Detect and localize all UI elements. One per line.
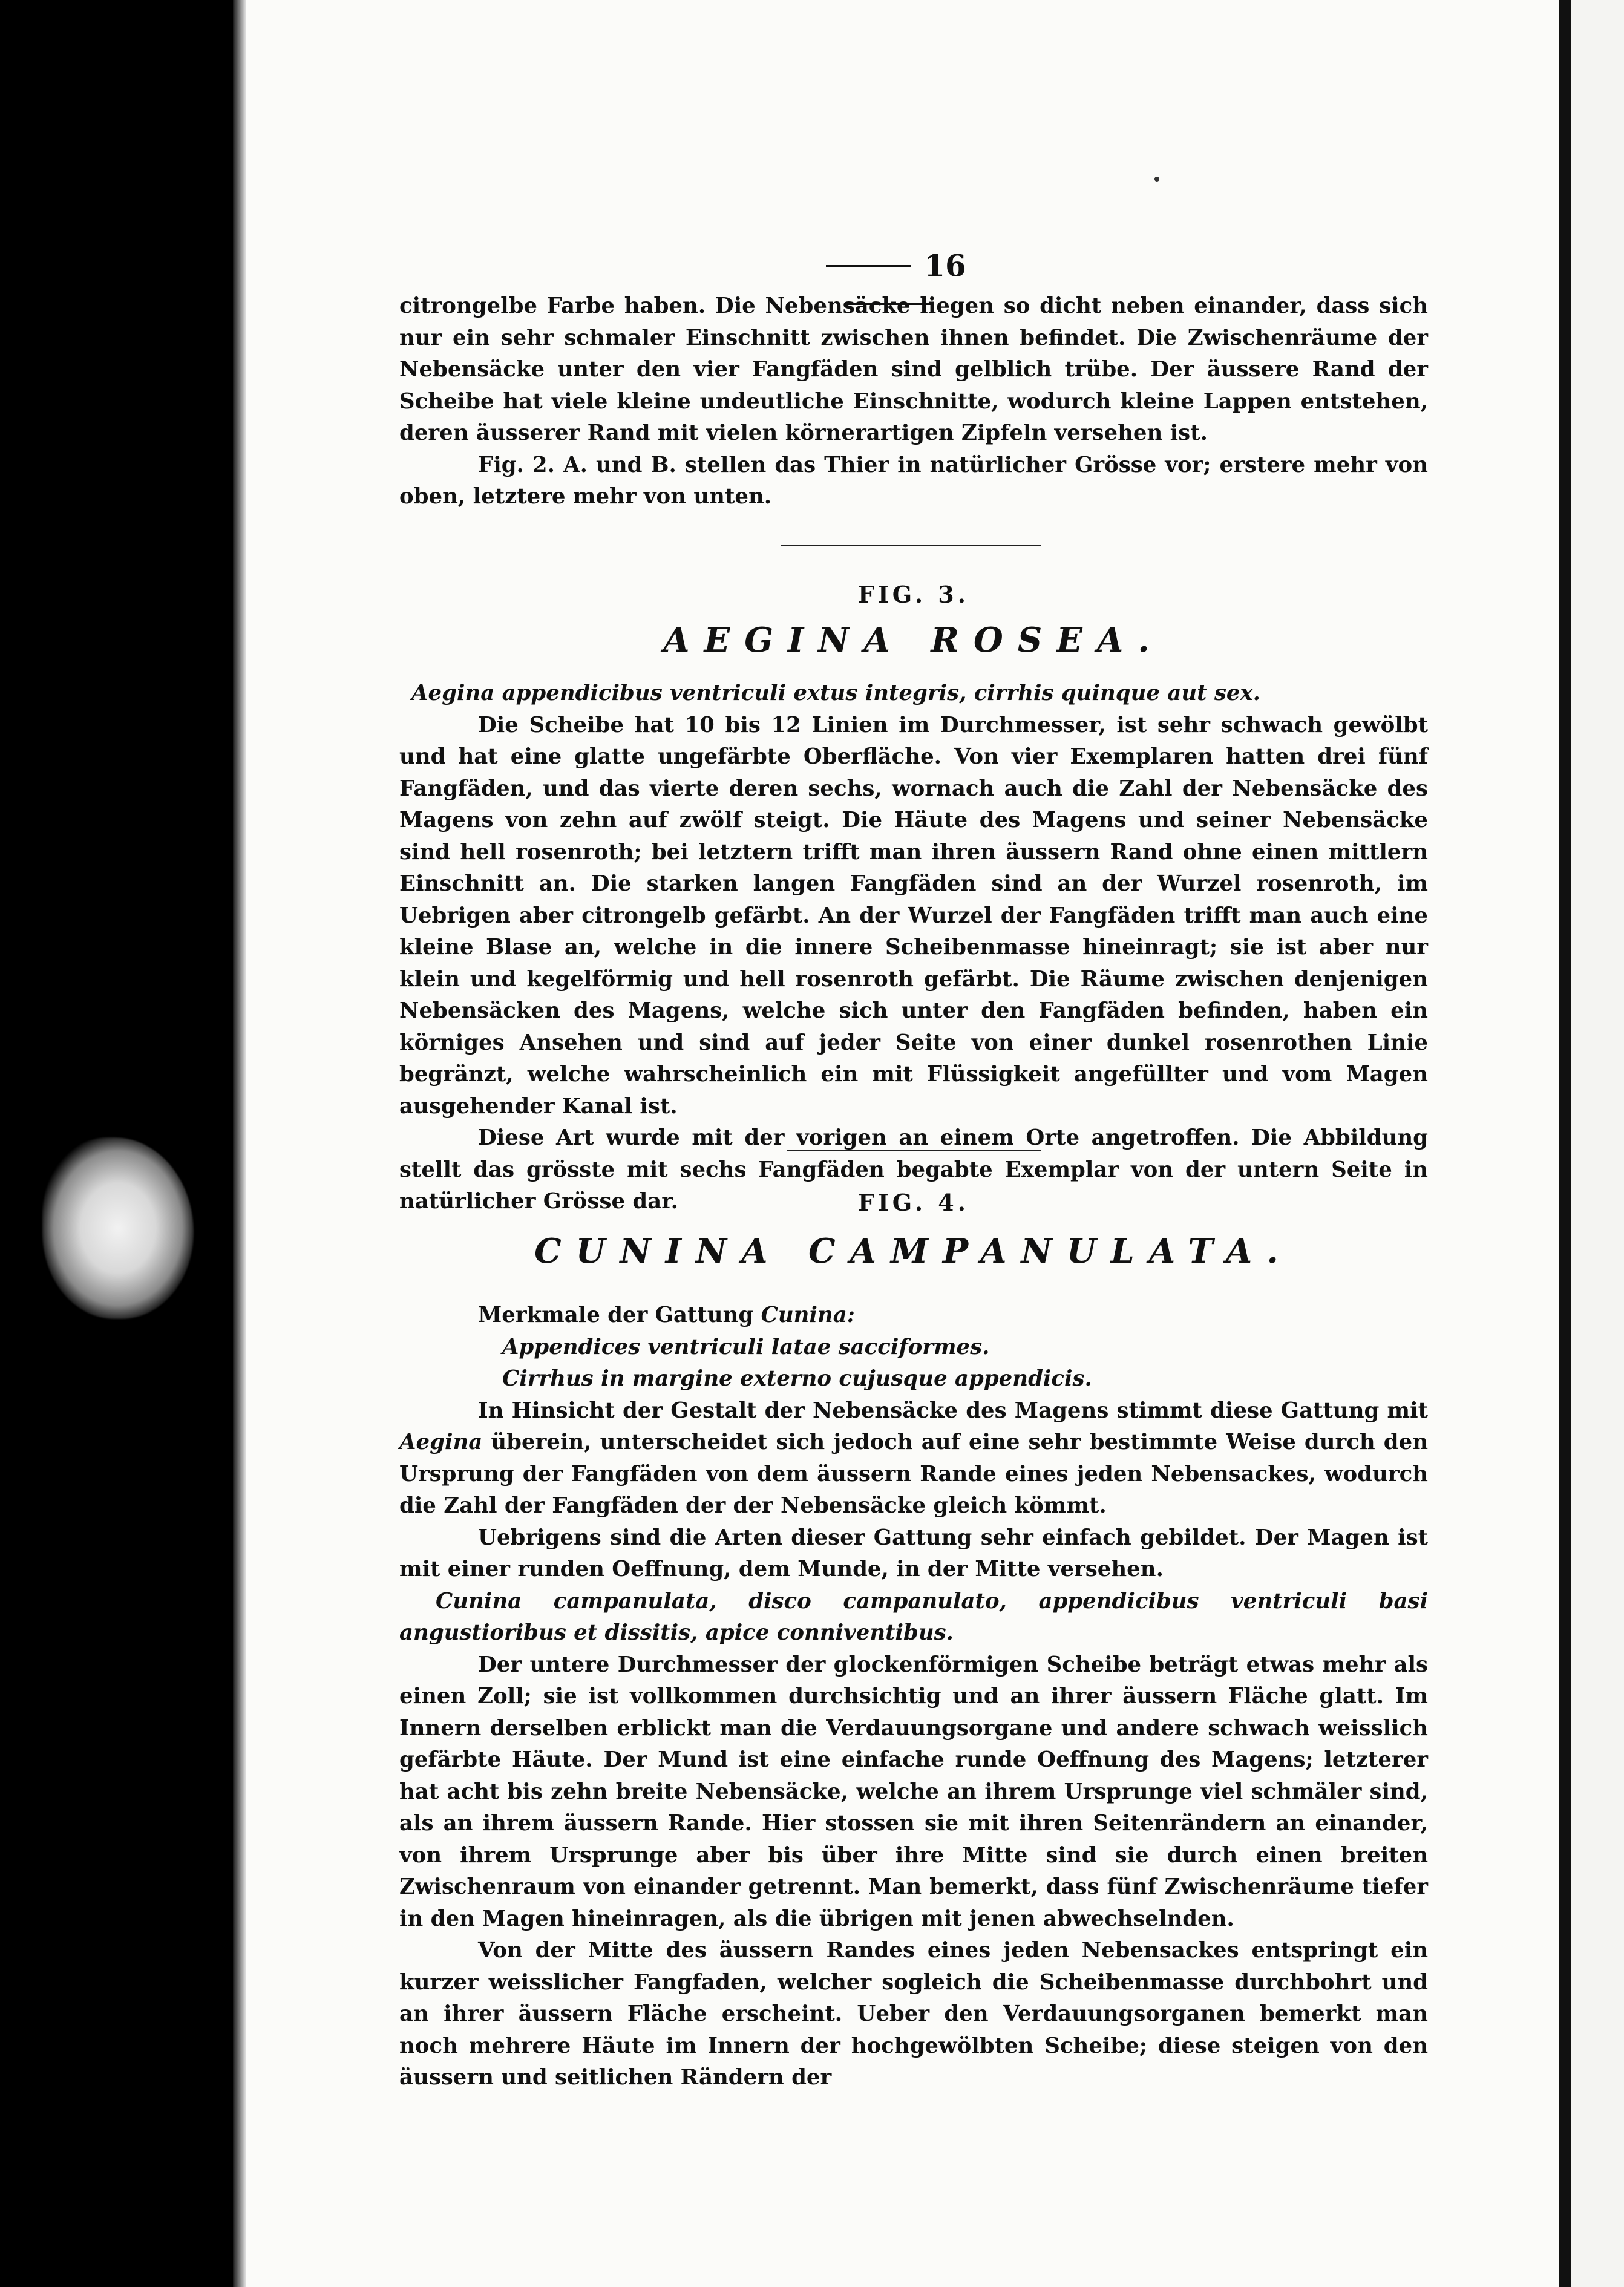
fig-4-diagnosis: Cunina campanulata, disco campanulato, appendicibus ventriculi basi angustioribus et dissitis, apice conniventibus. (399, 1588, 1428, 1645)
genus-character-line: Cirrhus in margine externo cujusque appendicis. (502, 1366, 1092, 1391)
page-gutter-right (1559, 0, 1571, 2287)
fig-4-species-title: CUNINA CAMPANULATA. (534, 1231, 1293, 1271)
ink-speck (1154, 177, 1159, 182)
genus-characters-heading (399, 1300, 1428, 1332)
paragraph-text: In Hinsicht der Gestalt der Nebensäcke des Magens stimmt diese Gattung mit (478, 1398, 1428, 1423)
fig-3-heading: FIG. 3. (858, 581, 969, 608)
paragraph: Von der Mitte des äussern Randes eines jeden Nebensackes entspringt ein kurzer weisslicher Fangfaden, welcher sogleich die Scheibenmasse durchbohrt und an ihrer äussern Fläche erscheint. Ueber den Verdauungsorganen bemerkt man noch mehrere Häute im Innern der hochgewölbten Scheibe; diese steigen von den äussern und seitlichen Rändern der (399, 1938, 1428, 2090)
paragraph: Die Scheibe hat 10 bis 12 Linien im Durchmesser, ist sehr schwach gewölbt und hat eine glatte ungefärbte Oberfläche. Von vier Exemplaren hatten drei fünf Fangfäden, und das vierte deren sechs, wornach auch die Zahl der Nebensäcke des Magens von zehn auf zwölf steigt. Die Häute des Magens und seiner Nebensäcke sind hell rosenroth; bei letztern trifft man ihren äussern Rand ohne einen mittlern Einschnitt an. Die starken langen Fangfäden sind an der Wurzel rosenroth, im Uebrigen aber citrongelb gefärbt. An der Wurzel der Fangfäden trifft man auch eine kleine Blase an, welche in die innere Scheibenmasse hineinragt; sie ist aber nur klein und kegelförmig und hell rosenroth gefärbt. Die Räume zwischen denjenigen Nebensäcken des Magens, welche sich unter den Fangfäden befinden, haben ein körniges Ansehen und sind auf jeder Seite von einer dunkel rosenrothen Linie begränzt, welche wahrscheinlich ein mit Flüssigkeit angefüllter und vom Magen ausgehender Kanal ist. (399, 712, 1428, 1119)
continuation-text-block (399, 290, 1428, 513)
fig-4-heading: FIG. 4. (858, 1189, 969, 1216)
fig-3-text-block (399, 678, 1428, 1218)
paragraph: Uebrigens sind die Arten dieser Gattung sehr einfach gebildet. Der Magen ist mit einer runden Oeffnung, dem Munde, in der Mitte versehen. (399, 1525, 1428, 1582)
page-number-dash-left (826, 265, 911, 267)
fig-3-diagnosis: Aegina appendicibus ventriculi extus integris, cirrhis quinque aut sex. (411, 681, 1261, 705)
paragraph: Der untere Durchmesser der glockenförmigen Scheibe beträgt etwas mehr als einen Zoll; sie ist vollkommen durchsichtig und an ihrer äussern Fläche glatt. Im Innern derselben erblickt man die Verdauungsorgane und andere schwach weisslich gefärbte Häute. Der Mund ist eine einfache runde Oeffnung des Magens; letzterer hat acht bis zehn breite Nebensäcke, welche an ihrem Ursprunge viel schmäler sind, als an ihrem äussern Rande. Hier stossen sie mit ihren Seitenrändern an einander, von ihrem Ursprunge aber bis über ihre Mitte sind sie durch einen breiten Zwischenraum von einander getrennt. Man bemerkt, dass fünf Zwischenräume tiefer in den Magen hineinragen, als die übrigen mit jenen abwechselnden. (399, 1652, 1428, 1931)
genus-name: Aegina (399, 1430, 483, 1454)
paragraph: Fig. 2. A. und B. stellen das Thier in natürlicher Grösse vor; erstere mehr von oben, letztere mehr von unten. (399, 452, 1428, 509)
genus-character-line: Appendices ventriculi latae sacciformes. (502, 1334, 990, 1359)
paragraph-text: überein, unterscheidet sich jedoch auf eine sehr bestimmte Weise durch den Ursprung der Fangfäden von dem äussern Rande eines jeden Nebensackes, wodurch die Zahl der Fangfäden der der Nebensäcke gleich kömmt. (399, 1430, 1429, 1518)
page-number-value: 16 (924, 247, 966, 284)
paragraph: citrongelbe Farbe haben. Die Nebensäcke liegen so dicht neben einander, dass sich nur ein sehr schmaler Einschnitt zwischen ihnen befindet. Die Zwischenräume der Nebensäcke unter den vier Fangfäden sind gelblich trübe. Der äussere Rand der Scheibe hat viele kleine undeutliche Einschnitte, wodurch kleine Lappen entstehen, deren äusserer Rand mit vielen körnerartigen Zipfeln versehen ist. (399, 293, 1428, 445)
paragraph (399, 1395, 1428, 1522)
fig-4-text-block (399, 1300, 1428, 2094)
page-edge-shadow (233, 0, 246, 2287)
section-divider (787, 1150, 1041, 1151)
paragraph: Diese Art wurde mit der vorigen an einem Orte angetroffen. Die Abbildung stellt das grösste mit sechs Fangfäden begabte Exemplar von der untern Seite in natürlicher Grösse dar. (399, 1125, 1428, 1214)
adjacent-page-edge (1571, 0, 1624, 2287)
section-divider (781, 545, 1041, 546)
fig-3-species-title: AEGINA ROSEA. (663, 620, 1164, 660)
merkmale-label: Merkmale der Gattung (478, 1303, 754, 1327)
merkmale-genus: Cunina: (761, 1303, 855, 1327)
